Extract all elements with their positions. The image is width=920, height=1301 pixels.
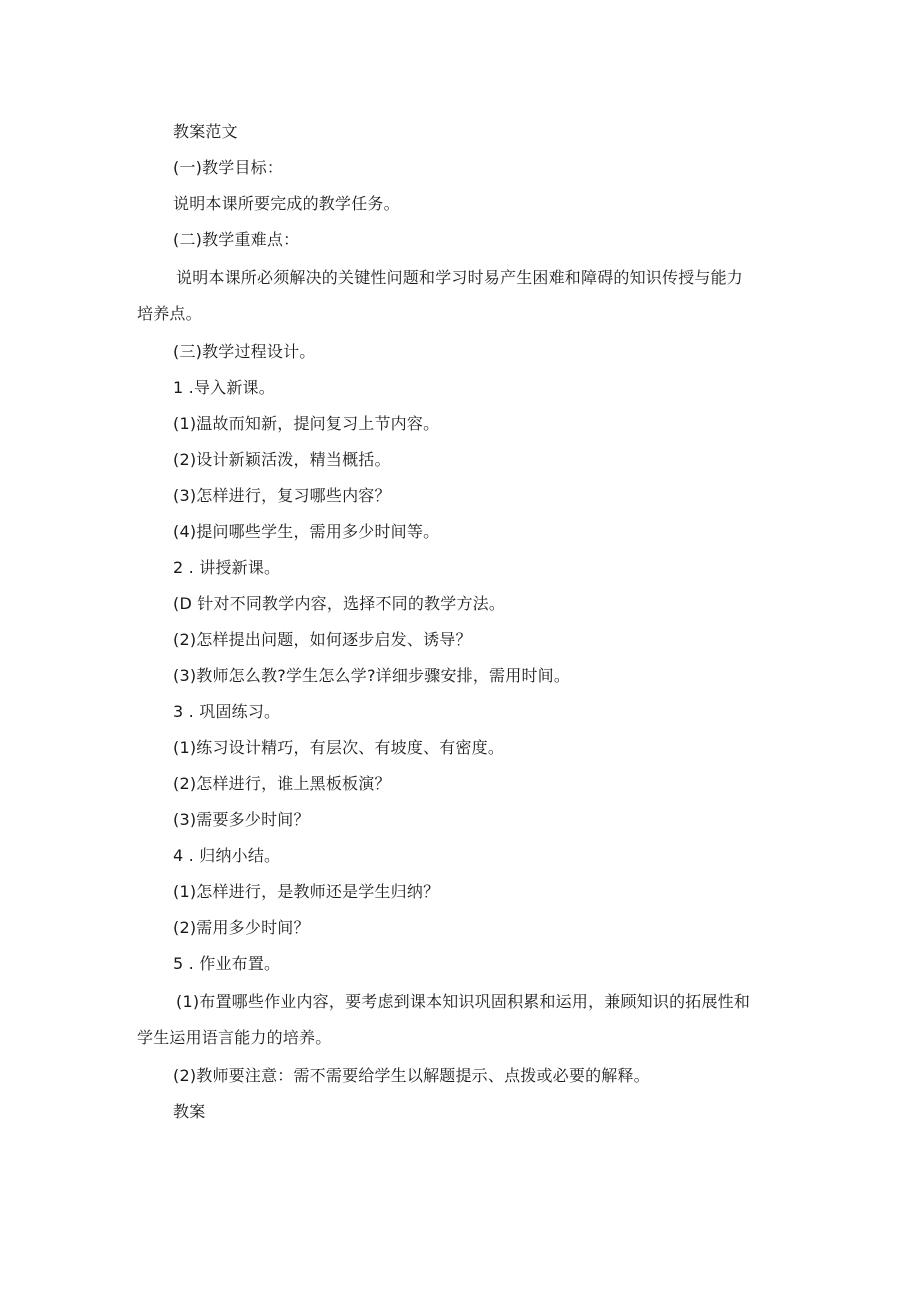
list-item-line2: 学生运用语言能力的培养。 <box>137 1028 332 1047</box>
list-item: (2)怎样进行，谁上黑板板演？ <box>173 774 391 793</box>
document-title: 教案范文 <box>173 122 238 141</box>
section-body-objectives: 说明本课所要完成的教学任务。 <box>173 194 400 213</box>
section-body-key-points-line2: 培养点。 <box>137 304 202 323</box>
list-item: (2)需用多少时间？ <box>173 918 310 937</box>
section-heading-key-points: (二)教学重难点： <box>173 230 300 249</box>
section-heading-process: (三)教学过程设计。 <box>173 342 316 361</box>
list-item: (2)教师要注意：需不需要给学生以解题提示、点拨或必要的解释。 <box>173 1066 650 1085</box>
step-title-4: 4 . 归纳小结。 <box>173 846 281 865</box>
document-footer-text: 教案 <box>173 1102 206 1121</box>
step-title-5: 5 . 作业布置。 <box>173 954 281 973</box>
list-item: (1)温故而知新，提问复习上节内容。 <box>173 414 440 433</box>
list-item: (2)怎样提出问题，如何逐步启发、诱导？ <box>173 630 472 649</box>
list-item: (D 针对不同教学内容，选择不同的教学方法。 <box>173 594 506 613</box>
list-item: (2)设计新颖活泼，精当概括。 <box>173 450 391 469</box>
list-item-line1: (1)布置哪些作业内容，要考虑到课本知识巩固积累和运用，兼顾知识的拓展性和 <box>176 992 751 1011</box>
step-title-2: 2 . 讲授新课。 <box>173 558 281 577</box>
list-item: (1)怎样进行，是教师还是学生归纳？ <box>173 882 440 901</box>
section-heading-objectives: (一)教学目标： <box>173 158 284 177</box>
section-body-key-points-line1: 说明本课所必须解决的关键性问题和学习时易产生困难和障碍的知识传授与能力 <box>176 268 744 287</box>
list-item: (3)怎样进行，复习哪些内容？ <box>173 486 391 505</box>
list-item: (3)教师怎么教?学生怎么学?详细步骤安排，需用时间。 <box>173 666 571 685</box>
list-item: (4)提问哪些学生，需用多少时间等。 <box>173 522 440 541</box>
list-item: (3)需要多少时间？ <box>173 810 310 829</box>
step-title-3: 3 . 巩固练习。 <box>173 702 281 721</box>
step-title-1: 1 .导入新课。 <box>173 378 275 397</box>
list-item: (1)练习设计精巧，有层次、有坡度、有密度。 <box>173 738 505 757</box>
